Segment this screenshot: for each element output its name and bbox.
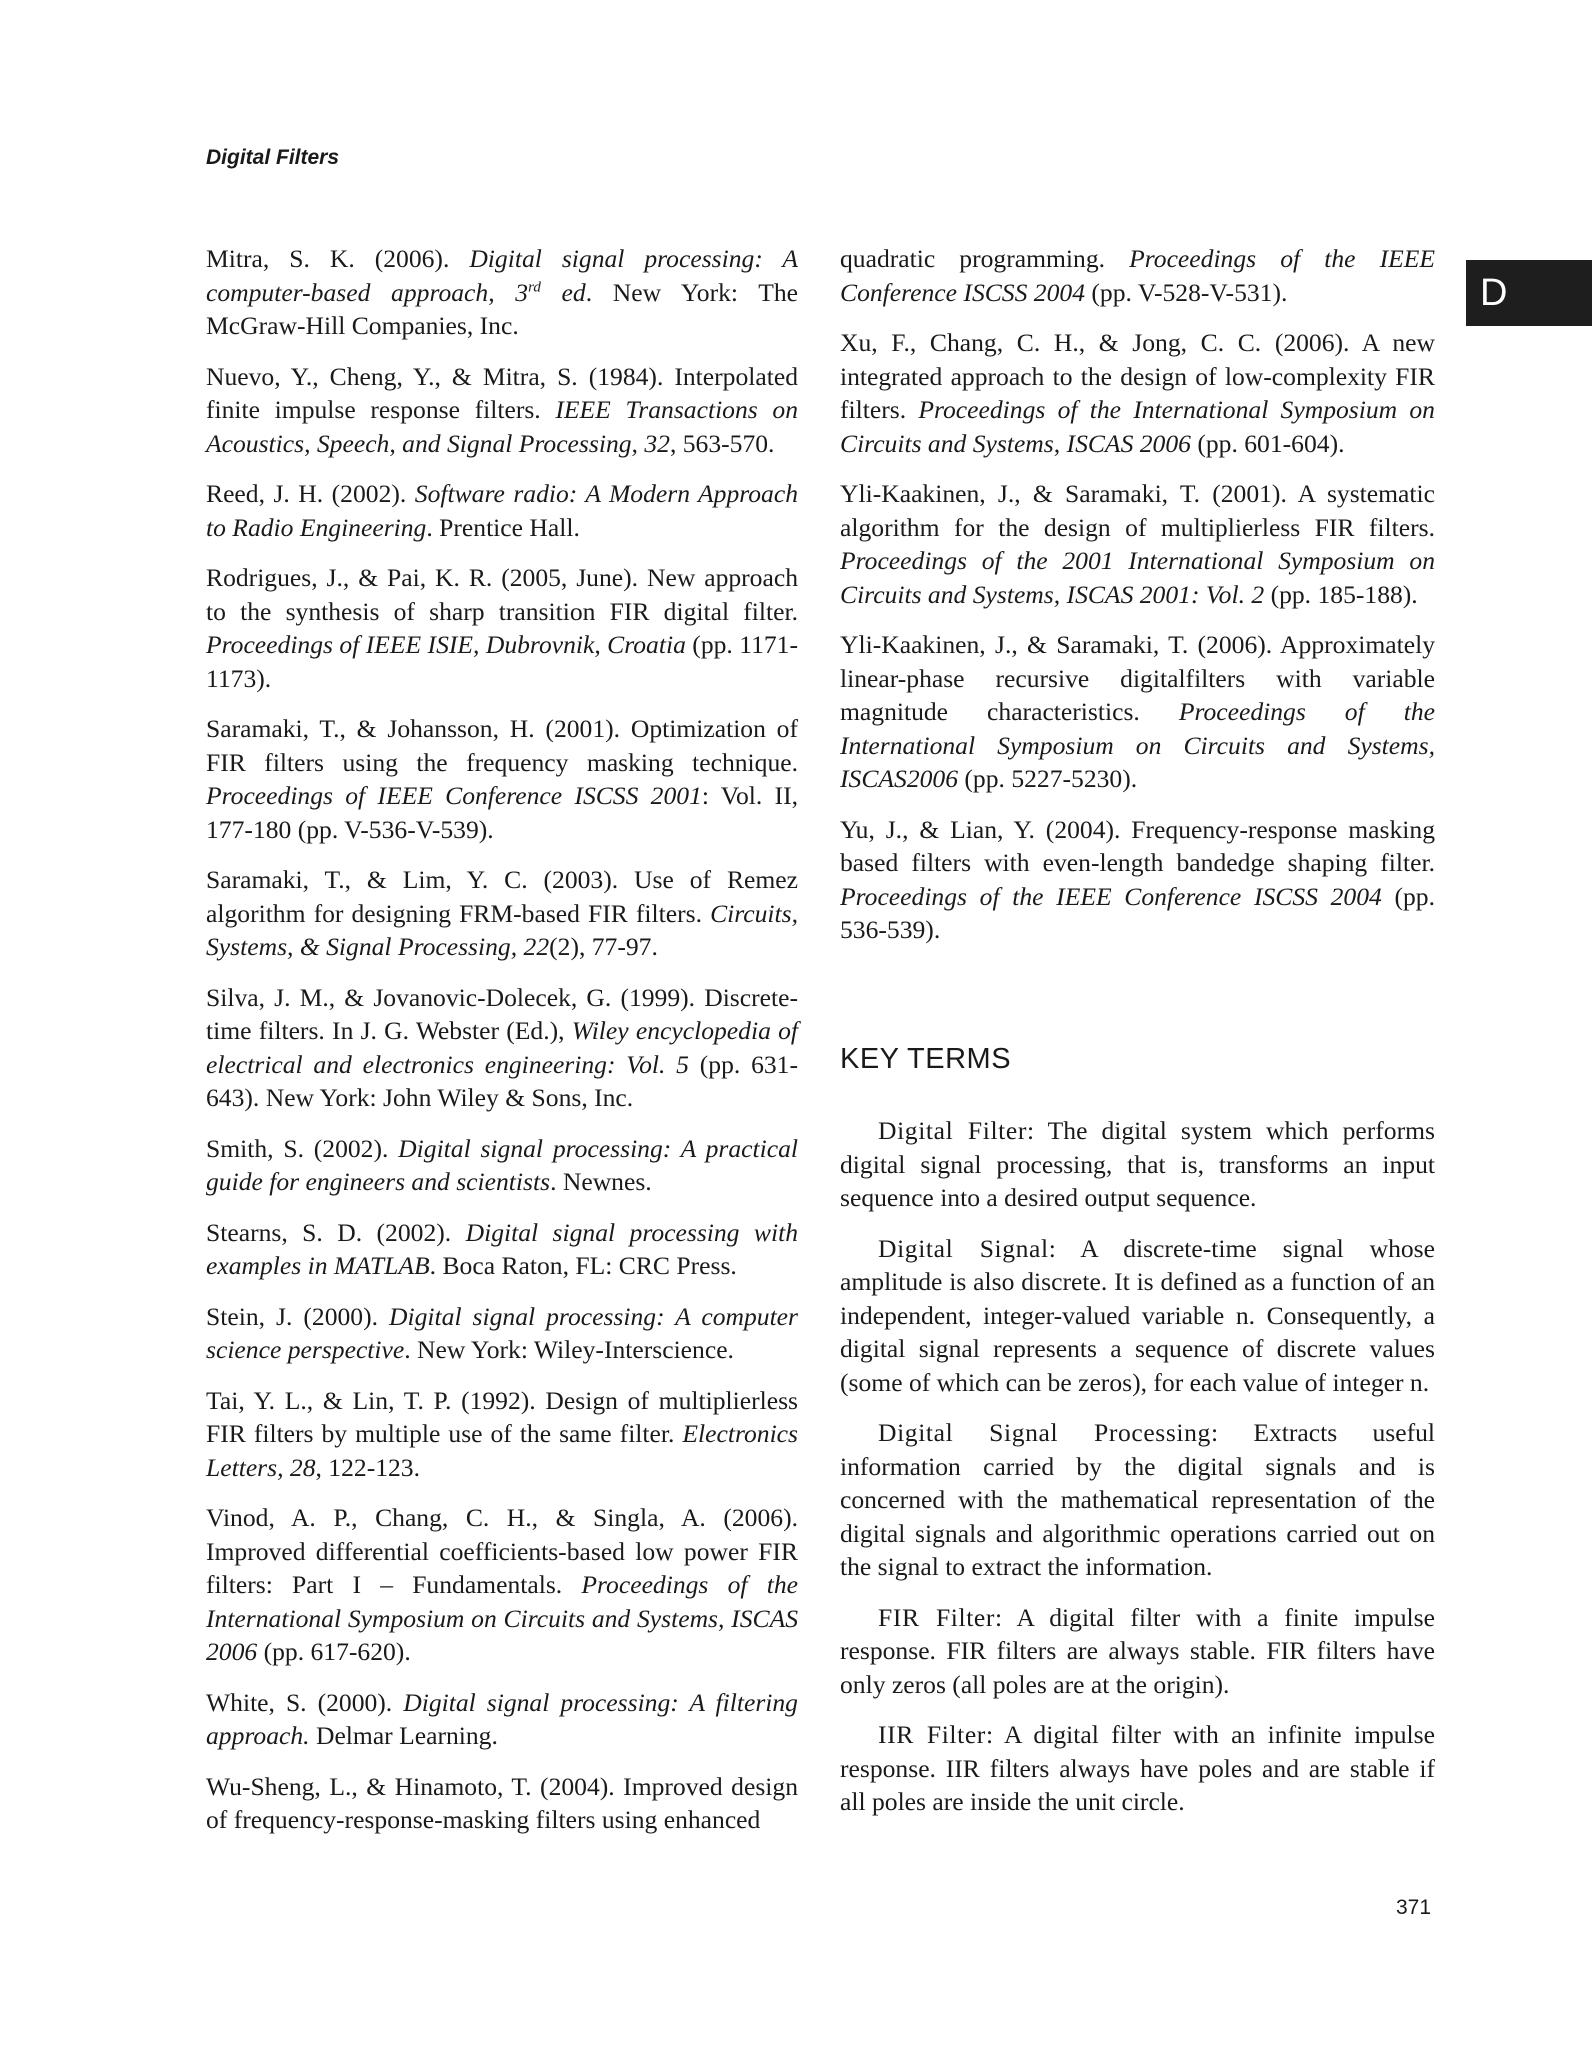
- key-term-separator: :: [1048, 1233, 1081, 1263]
- reference-text: Reed, J. H. (2002).: [206, 479, 415, 508]
- key-term-entry: [840, 1601, 1435, 1702]
- reference-text: Yu, J., & Lian, Y. (2004). Frequency-response masking based filters with even-length bandedge shaping filter.: [840, 814, 1435, 877]
- reference-details: . Prentice Hall.: [426, 512, 580, 542]
- reference-entry: [206, 863, 798, 964]
- reference-source: Digital signal processing with examples in MATLAB: [206, 1217, 798, 1280]
- key-term-separator: :: [1210, 1418, 1254, 1447]
- reference-details: . New York: The McGraw-Hill Companies, Inc.: [206, 277, 798, 340]
- reference-source: Proceedings of IEEE ISIE, Dubrovnik, Croatia: [206, 630, 686, 659]
- reference-text: Vinod, A. P., Chang, C. H., & Singla, A. (2006). Improved differential coefficients-based low power FIR filters: Part I – Fundamentals.: [206, 1503, 798, 1599]
- reference-text: Saramaki, T., & Lim, Y. C. (2003). Use of Remez algorithm for designing FRM-based FIR filters.: [206, 865, 798, 928]
- reference-text: Smith, S. (2002).: [206, 1133, 399, 1163]
- reference-superscript: rd: [528, 278, 541, 295]
- reference-source: Wiley encyclopedia of electrical and electronics engineering: Vol. 5: [206, 1016, 798, 1079]
- reference-source: Digital signal processing: A computer science perspective: [206, 1301, 798, 1364]
- reference-entry: [206, 1384, 798, 1485]
- key-terms-list: [840, 1114, 1435, 1819]
- key-term-definition: A digital filter with a finite impulse response. FIR filters are always stable. FIR filters have only zeros (all poles are at the origin).: [840, 1602, 1435, 1699]
- reference-source: Digital signal processing: A filtering approach.: [206, 1687, 798, 1750]
- reference-details: (pp. 1171-1173).: [206, 630, 798, 693]
- section-tab: [1466, 260, 1592, 326]
- key-term-entry: [840, 1718, 1435, 1819]
- reference-source: Circuits, Systems, & Signal Processing, 22: [206, 898, 798, 961]
- reference-entry: [840, 813, 1435, 947]
- key-term-definition: A discrete-time signal whose amplitude is also discrete. It is defined as a function of an independent, integer-valued variable n. Consequently, a digital signal represents a sequence of discrete values (some of which can be zeros), for each value of integer n.: [840, 1233, 1435, 1397]
- reference-source: Digital signal processing: A computer-based approach, 3: [206, 244, 798, 307]
- reference-source: Digital signal processing: A practical guide for engineers and scientists: [206, 1133, 798, 1196]
- reference-source: Proceedings of the IEEE Conference ISCSS 2004: [840, 881, 1382, 911]
- reference-text: White, S. (2000).: [206, 1687, 404, 1717]
- reference-entry: [840, 326, 1435, 460]
- reference-entry: [206, 1770, 798, 1837]
- reference-text: Rodrigues, J., & Pai, K. R. (2005, June). New approach to the synthesis of sharp transition FIR digital filter.: [206, 563, 798, 626]
- reference-details: (pp. 536-539).: [840, 881, 1435, 944]
- reference-text: Mitra, S. K. (2006).: [206, 244, 470, 273]
- key-term-definition: Extracts useful information carried by the digital signals and is concerned with the mathematical representation of the digital signals and algorithmic operations carried out on the signal to extract the information.: [840, 1418, 1435, 1581]
- reference-details: , 122-123.: [315, 1452, 420, 1482]
- reference-details: (pp. 617-620).: [257, 1637, 411, 1666]
- page-number: 371: [1396, 1896, 1432, 1919]
- reference-source: Software radio: A Modern Approach to Radio Engineering: [206, 479, 798, 542]
- right-column: [840, 242, 1435, 1836]
- reference-details: (pp. 631-643). New York: John Wiley & Sons, Inc.: [206, 1049, 798, 1112]
- reference-entry: [206, 561, 798, 695]
- reference-text: Xu, F., Chang, C. H., & Jong, C. C. (2006). A new integrated approach to the design of low-complexity FIR filters.: [840, 328, 1435, 424]
- reference-text: Yli-Kaakinen, J., & Saramaki, T. (2006). Approximately linear-phase recursive digitalfilters with variable magnitude characteristics.: [840, 630, 1435, 726]
- reference-entry: [206, 1300, 798, 1367]
- key-term-separator: :: [1026, 1116, 1048, 1145]
- reference-details: (2), 77-97.: [549, 932, 658, 961]
- reference-entry: [206, 1501, 798, 1669]
- reference-entry: [206, 1216, 798, 1283]
- key-term-entry: [840, 1232, 1435, 1400]
- reference-details: , 563-570.: [669, 428, 775, 458]
- reference-text: Stein, J. (2000).: [206, 1301, 390, 1331]
- reference-text: quadratic programming.: [840, 244, 1130, 273]
- key-term-name: Digital Signal Processing: [878, 1418, 1211, 1447]
- reference-source: Proceedings of IEEE Conference ISCSS 2001: [206, 781, 702, 810]
- reference-entry: [206, 981, 798, 1115]
- key-term-name: IIR Filter: [878, 1720, 986, 1749]
- reference-details: . Newnes.: [550, 1167, 652, 1196]
- reference-text: Yli-Kaakinen, J., & Saramaki, T. (2001). A systematic algorithm for the design of multiplierless FIR filters.: [840, 479, 1435, 542]
- key-term-definition: A digital filter with an infinite impulse response. IIR filters always have poles and are stable if all poles are inside the unit circle.: [840, 1720, 1435, 1816]
- reference-entry: [206, 1132, 798, 1199]
- reference-text: Saramaki, T., & Johansson, H. (2001). Optimization of FIR filters using the frequency masking technique.: [206, 714, 798, 777]
- reference-entry: [840, 242, 1435, 309]
- reference-entry: [840, 628, 1435, 796]
- reference-entry: [840, 477, 1435, 611]
- reference-entry: [206, 477, 798, 544]
- key-term-entry: [840, 1114, 1435, 1215]
- reference-text: Stearns, S. D. (2002).: [206, 1217, 466, 1247]
- reference-entry: [206, 1686, 798, 1753]
- key-term-definition: The digital system which performs digital signal processing, that is, transforms an input sequence into a desired output sequence.: [840, 1116, 1435, 1212]
- reference-details: (pp. 5227-5230).: [958, 764, 1138, 793]
- reference-source-cont: ed: [540, 277, 586, 307]
- left-column: [206, 242, 798, 1854]
- key-term-name: Digital Signal: [878, 1233, 1049, 1263]
- key-term-name: FIR Filter: [878, 1602, 996, 1632]
- right-references: [840, 242, 1435, 947]
- reference-text: Tai, Y. L., & Lin, T. P. (1992). Design of multiplierless FIR filters by multiple use of the same filter.: [206, 1385, 798, 1448]
- section-tab-letter: D: [1480, 271, 1508, 314]
- reference-entry: [206, 360, 798, 461]
- reference-source: Proceedings of the 2001 International Symposium on Circuits and Systems, ISCAS 2001: Vol. 2: [840, 546, 1435, 609]
- reference-text: Nuevo, Y., Cheng, Y., & Mitra, S. (1984). Interpolated finite impulse response filters.: [206, 361, 798, 424]
- reference-details: (pp. V-528-V-531).: [1085, 277, 1288, 307]
- reference-source: Proceedings of the International Symposium on Circuits and Systems, ISCAS2006: [840, 697, 1435, 793]
- reference-details: (pp. 601-604).: [1190, 428, 1345, 458]
- key-terms-heading: KEY TERMS: [840, 1042, 1012, 1075]
- key-term-separator: :: [995, 1602, 1017, 1632]
- reference-details: . Boca Raton, FL: CRC Press.: [429, 1251, 737, 1280]
- reference-details: : Vol. II, 177-180 (pp. V-536-V-539).: [206, 781, 798, 844]
- reference-text: Silva, J. M., & Jovanovic-Dolecek, G. (1999). Discrete-time filters. In J. G. Webster (Ed.),: [206, 982, 798, 1045]
- reference-source: Proceedings of the IEEE Conference ISCSS 2004: [840, 244, 1435, 307]
- reference-source: Proceedings of the International Symposium on Circuits and Systems, ISCAS 2006: [206, 1570, 798, 1666]
- reference-entry: [206, 242, 798, 343]
- reference-details: (pp. 185-188).: [1264, 579, 1418, 609]
- reference-source: IEEE Transactions on Acoustics, Speech, and Signal Processing, 32: [206, 395, 798, 458]
- key-term-name: Digital Filter: [878, 1116, 1027, 1145]
- reference-details: Delmar Learning.: [309, 1721, 498, 1750]
- key-term-entry: [840, 1416, 1435, 1584]
- reference-source: Electronics Letters, 28: [206, 1419, 798, 1482]
- reference-source: Proceedings of the International Symposium on Circuits and Systems, ISCAS 2006: [840, 395, 1435, 458]
- running-head: Digital Filters: [206, 146, 340, 169]
- reference-entry: [206, 712, 798, 846]
- reference-details: . New York: Wiley-Interscience.: [404, 1335, 734, 1364]
- key-term-separator: :: [985, 1720, 1004, 1749]
- reference-text: Wu-Sheng, L., & Hinamoto, T. (2004). Improved design of frequency-response-masking filters using enhanced: [206, 1771, 798, 1834]
